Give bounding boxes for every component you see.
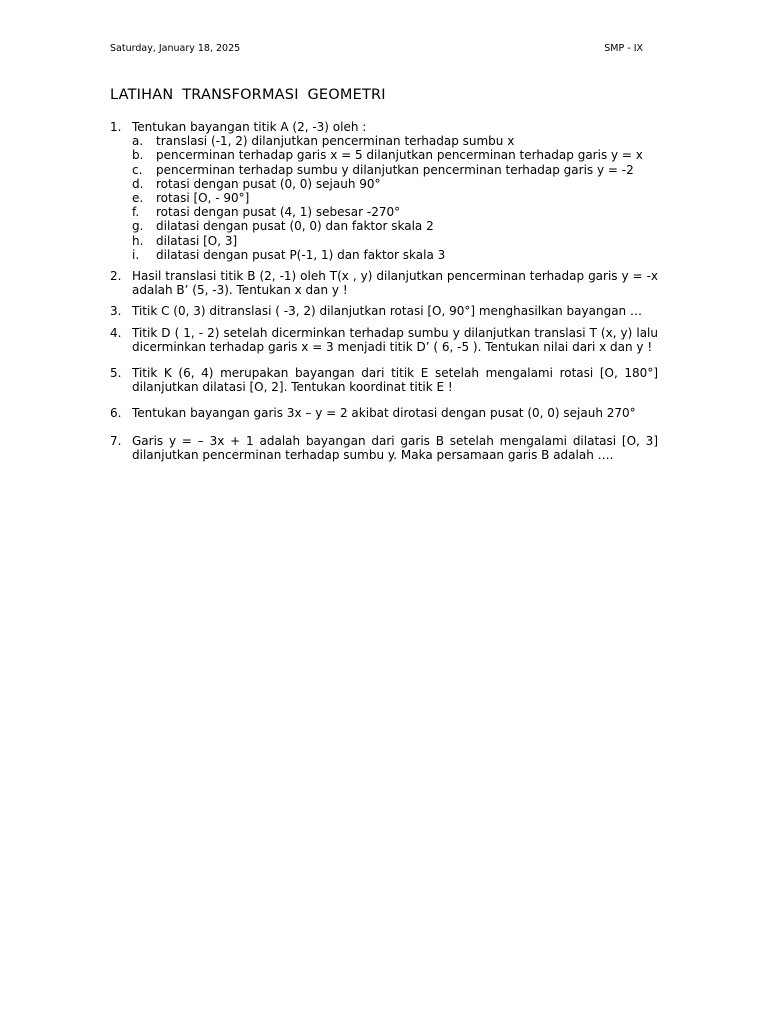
- sub-question-letter: d.: [132, 176, 144, 191]
- sub-question-letter: g.: [132, 219, 144, 234]
- page-header: [110, 43, 643, 57]
- sub-question-g: [132, 219, 658, 233]
- sub-question-letter: c.: [132, 162, 143, 177]
- sub-question-text: rotasi dengan pusat (4, 1) sebesar -270°: [156, 205, 401, 220]
- sub-question-text: pencerminan terhadap garis x = 5 dilanjutkan pencerminan terhadap garis y = x: [156, 148, 643, 163]
- sub-question-text: rotasi dengan pusat (0, 0) sejauh 90°: [156, 176, 381, 191]
- sub-question-letter: e.: [132, 191, 144, 206]
- sub-question-text: dilatasi dengan pusat (0, 0) dan faktor skala 2: [156, 219, 434, 234]
- question-number: 6.: [110, 406, 122, 421]
- sub-question-text: pencerminan terhadap sumbu y dilanjutkan pencerminan terhadap garis y = -2: [156, 162, 634, 177]
- question-number: 5.: [110, 366, 122, 381]
- sub-question-c: [132, 163, 658, 177]
- header-date: Saturday, January 18, 2025: [110, 43, 241, 54]
- sub-question-a: [132, 134, 658, 148]
- sub-question-e: [132, 191, 658, 205]
- question-text: Tentukan bayangan titik A (2, -3) oleh :: [132, 120, 367, 134]
- sub-question-h: [132, 234, 658, 248]
- sub-question-b: [132, 148, 658, 162]
- question-5: [110, 366, 658, 394]
- question-7: [110, 434, 658, 462]
- question-6: [110, 406, 658, 420]
- question-2: [110, 269, 658, 297]
- sub-question-letter: f.: [132, 205, 140, 220]
- sub-question-text: dilatasi [O, 3]: [156, 233, 238, 248]
- question-4: [110, 326, 658, 354]
- question-3: [110, 304, 658, 318]
- question-1: [110, 120, 658, 262]
- question-text: Titik D ( 1, - 2) setelah dicerminkan terhadap sumbu y dilanjutkan translasi T (x, y) lalu dicerminkan terhadap garis x = 3 menjadi titik D’ ( 6, -5 ). Tentukan nilai dari x dan y !: [132, 325, 658, 354]
- header-class: SMP - IX: [604, 43, 643, 54]
- sub-question-f: [132, 205, 658, 219]
- sub-question-text: translasi (-1, 2) dilanjutkan pencerminan terhadap sumbu x: [156, 134, 515, 149]
- question-number: 1.: [110, 120, 122, 134]
- question-number: 7.: [110, 433, 122, 448]
- sub-question-list: [132, 134, 658, 262]
- sub-question-letter: b.: [132, 148, 144, 163]
- question-text: Titik K (6, 4) merupakan bayangan dari titik E setelah mengalami rotasi [O, 180°] dilanjutkan dilatasi [O, 2]. Tentukan koordinat titik E !: [132, 366, 658, 395]
- sub-question-d: [132, 177, 658, 191]
- sub-question-letter: h.: [132, 233, 144, 248]
- sub-question-letter: i.: [132, 247, 140, 262]
- document-title: LATIHAN TRANSFORMASI GEOMETRI: [110, 87, 386, 103]
- question-text: Tentukan bayangan garis 3x – y = 2 akibat dirotasi dengan pusat (0, 0) sejauh 270°: [132, 406, 636, 421]
- question-text: Hasil translasi titik B (2, -1) oleh T(x , y) dilanjutkan pencerminan terhadap garis y = -x adalah B’ (5, -3). Tentukan x dan y !: [132, 269, 658, 298]
- sub-question-text: dilatasi dengan pusat P(-1, 1) dan faktor skala 3: [156, 247, 446, 262]
- sub-question-i: [132, 248, 658, 262]
- question-number: 3.: [110, 304, 122, 319]
- question-number: 4.: [110, 325, 122, 340]
- sub-question-letter: a.: [132, 134, 144, 149]
- question-text: Titik C (0, 3) ditranslasi ( -3, 2) dilanjutkan rotasi [O, 90°] menghasilkan bayangan …: [132, 304, 642, 319]
- question-list: [110, 120, 658, 462]
- question-text: Garis y = – 3x + 1 adalah bayangan dari garis B setelah mengalami dilatasi [O, 3] dilanjutkan pencerminan terhadap sumbu y. Maka persamaan garis B adalah ….: [132, 433, 658, 462]
- sub-question-text: rotasi [O, - 90°]: [156, 191, 250, 206]
- question-number: 2.: [110, 269, 122, 284]
